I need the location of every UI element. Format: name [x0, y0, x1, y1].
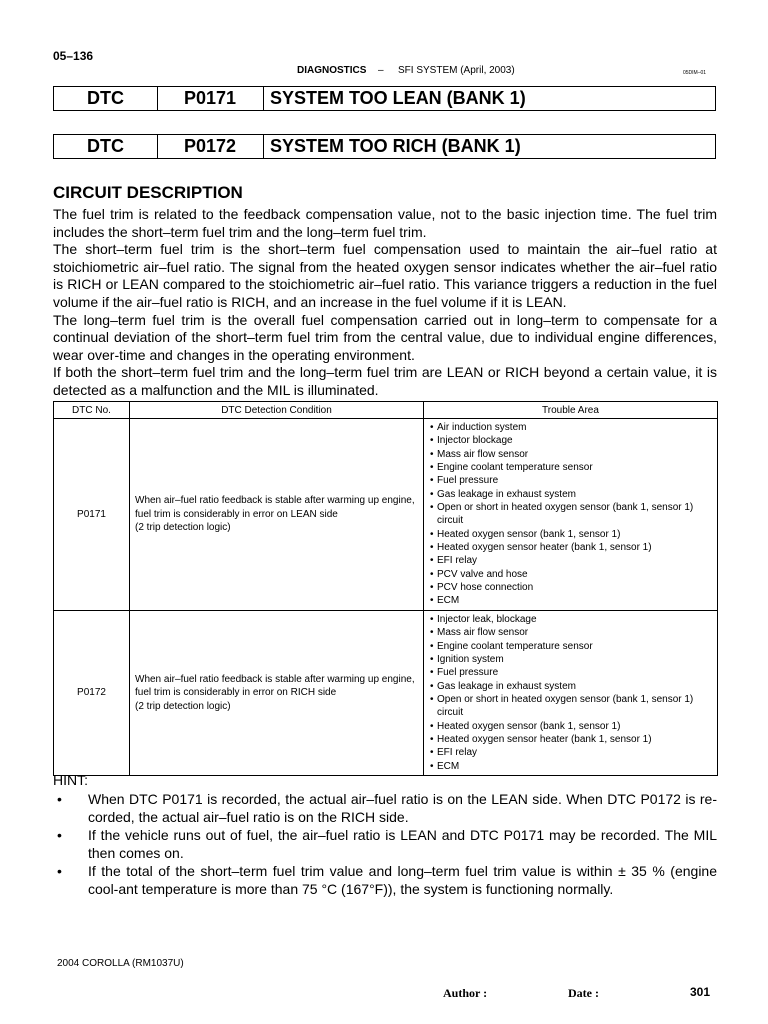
- author-label: Author :: [443, 986, 488, 1000]
- trouble-area-text: Mass air flow sensor: [437, 627, 529, 639]
- trouble-area-text: Injector blockage: [437, 435, 513, 447]
- list-item: [429, 626, 717, 639]
- section-title: DIAGNOSTICS: [297, 65, 367, 76]
- trouble-area-text: PCV valve and hose: [437, 568, 528, 580]
- list-item: [429, 653, 717, 666]
- dtc-code: P0171: [157, 87, 264, 110]
- trouble-area-text: Air induction system: [437, 422, 527, 433]
- list-item: [429, 568, 717, 581]
- list-item: [429, 488, 717, 501]
- document-code: 05DIM–01: [683, 70, 707, 76]
- trouble-area-text: Mass air flow sensor: [437, 448, 529, 460]
- list-item: [429, 746, 717, 759]
- list-item: [429, 760, 717, 773]
- condition-line: When air–fuel ratio feedback is stable after warming up engine,: [135, 673, 415, 685]
- list-item: [429, 554, 717, 567]
- date-label: Date :: [568, 986, 599, 1000]
- bullet: •: [57, 791, 62, 807]
- hint-text: When DTC P0171 is recorded, the actual air–fuel ratio is on the LEAN side. When DTC P0172 is re-corded, the actual air–fuel ratio is on the RICH side.: [88, 791, 717, 825]
- column-header: DTC Detection Condition: [130, 402, 424, 419]
- table-row: [54, 419, 718, 611]
- trouble-area-text: Gas leakage in exhaust system: [437, 680, 576, 692]
- bullet: •: [57, 863, 62, 880]
- trouble-area-text: Heated oxygen sensor (bank 1, sensor 1): [437, 720, 621, 732]
- dtc-number-cell: P0172: [54, 610, 130, 775]
- hint-text: If the vehicle runs out of fuel, the air–fuel ratio is LEAN and DTC P0171 may be recorded. The MIL then comes on.: [88, 827, 717, 861]
- footer-model: 2004 COROLLA (RM1037U): [57, 958, 184, 969]
- condition-line: fuel trim is considerably in error on LEAN side: [135, 508, 338, 520]
- list-item: [429, 640, 717, 653]
- condition-line: (2 trip detection logic): [135, 522, 231, 534]
- dtc-title-box-p0172: [53, 134, 716, 159]
- trouble-area-text: Injector leak, blockage: [437, 613, 537, 625]
- paragraph: If both the short–term fuel trim and the long–term fuel trim are LEAN or RICH beyond a certain value, it is detected as a malfunction and the MIL is illuminated.: [53, 364, 717, 398]
- trouble-area-text: Gas leakage in exhaust system: [437, 488, 576, 500]
- trouble-area-text: Engine coolant temperature sensor: [437, 640, 593, 652]
- dtc-table: [53, 401, 718, 776]
- header-separator: –: [378, 65, 384, 76]
- trouble-area-text: Heated oxygen sensor (bank 1, sensor 1): [437, 528, 621, 540]
- detection-condition-cell: [130, 419, 424, 611]
- condition-line: fuel trim is considerably in error on RICH side: [135, 687, 337, 699]
- list-item: [429, 613, 717, 626]
- dtc-title: SYSTEM TOO LEAN (BANK 1): [270, 88, 526, 108]
- circuit-description-body: [53, 206, 717, 400]
- trouble-area-text: PCV hose connection: [437, 582, 534, 594]
- dtc-number-cell: P0171: [54, 419, 130, 611]
- list-item: [429, 421, 717, 434]
- subsection-title: SFI SYSTEM (April, 2003): [398, 65, 515, 76]
- list-item: [429, 594, 717, 607]
- list-item: [53, 827, 717, 862]
- dtc-code: P0172: [157, 135, 264, 158]
- list-item: [429, 720, 717, 733]
- circuit-description-heading: CIRCUIT DESCRIPTION: [53, 183, 243, 202]
- trouble-area-text: Open or short in heated oxygen sensor (bank 1, sensor 1) circuit: [437, 502, 694, 527]
- list-item: [429, 501, 717, 528]
- list-item: [429, 461, 717, 474]
- trouble-area-text: EFI relay: [437, 555, 478, 567]
- page-code: 05–136: [53, 49, 94, 63]
- page-number: 301: [690, 985, 711, 999]
- list-item: [429, 434, 717, 447]
- list-item: [429, 693, 717, 720]
- trouble-area-text: ECM: [437, 595, 460, 607]
- paragraph: The long–term fuel trim is the overall fuel compensation carried out in long–term to compensate for a continual deviation of the short–term fuel trim from the central value, due to individual engine differences, wear over-time and changes in the operating environment.: [53, 311, 717, 363]
- column-header: DTC No.: [54, 402, 130, 419]
- trouble-area-text: Ignition system: [437, 653, 504, 665]
- dtc-title: SYSTEM TOO RICH (BANK 1): [270, 136, 521, 156]
- dtc-label: DTC: [54, 135, 158, 158]
- trouble-area-text: Fuel pressure: [437, 667, 499, 679]
- hint-list: [53, 791, 717, 900]
- column-header: Trouble Area: [424, 402, 718, 419]
- list-item: [429, 448, 717, 461]
- paragraph: The fuel trim is related to the feedback compensation value, not to the basic injection time. The fuel trim includes the short–term fuel trim and the long–term fuel trim.: [53, 206, 717, 240]
- dtc-label: DTC: [54, 87, 158, 110]
- list-item: [53, 863, 717, 898]
- detection-condition-cell: [130, 610, 424, 775]
- condition-line: (2 trip detection logic): [135, 700, 231, 712]
- paragraph: The short–term fuel trim is the short–term fuel compensation used to maintain the air–fuel ratio at stoichiometric air–fuel ratio. The signal from the heated oxygen sensor indicates whether the air–fuel ratio is RICH or LEAN compared to the stoichiometric air–fuel ratio. This variance triggers a reduction in the fuel volume if the air–fuel ratio is RICH, and an increase in the fuel volume if it is LEAN.: [53, 241, 717, 310]
- list-item: [429, 528, 717, 541]
- list-item: [429, 733, 717, 746]
- trouble-area-text: EFI relay: [437, 747, 478, 759]
- trouble-area-text: Heated oxygen sensor heater (bank 1, sensor 1): [437, 542, 652, 554]
- condition-line: When air–fuel ratio feedback is stable after warming up engine,: [135, 495, 415, 507]
- bullet: •: [57, 827, 62, 844]
- trouble-area-text: Engine coolant temperature sensor: [437, 462, 593, 474]
- dtc-title-box-p0171: [53, 86, 716, 111]
- list-item: [429, 680, 717, 693]
- list-item: [53, 791, 717, 826]
- trouble-area-text: Heated oxygen sensor heater (bank 1, sensor 1): [437, 733, 652, 745]
- trouble-area-text: Open or short in heated oxygen sensor (bank 1, sensor 1) circuit: [437, 693, 694, 719]
- list-item: [429, 541, 717, 554]
- trouble-area-text: ECM: [437, 760, 460, 772]
- list-item: [429, 666, 717, 679]
- list-item: [429, 474, 717, 487]
- table-row: [54, 610, 718, 775]
- trouble-area-cell: [424, 610, 718, 775]
- trouble-area-cell: [424, 419, 718, 611]
- list-item: [429, 581, 717, 594]
- trouble-area-text: Fuel pressure: [437, 475, 499, 487]
- table-header-row: [54, 402, 718, 419]
- hint-label: HINT:: [53, 772, 88, 788]
- hint-text: If the total of the short–term fuel trim value and long–term fuel trim value is within ± 35 % (engine cool-ant temperature is more than 75 °C (167°F)), the system is functioning normally.: [88, 863, 717, 897]
